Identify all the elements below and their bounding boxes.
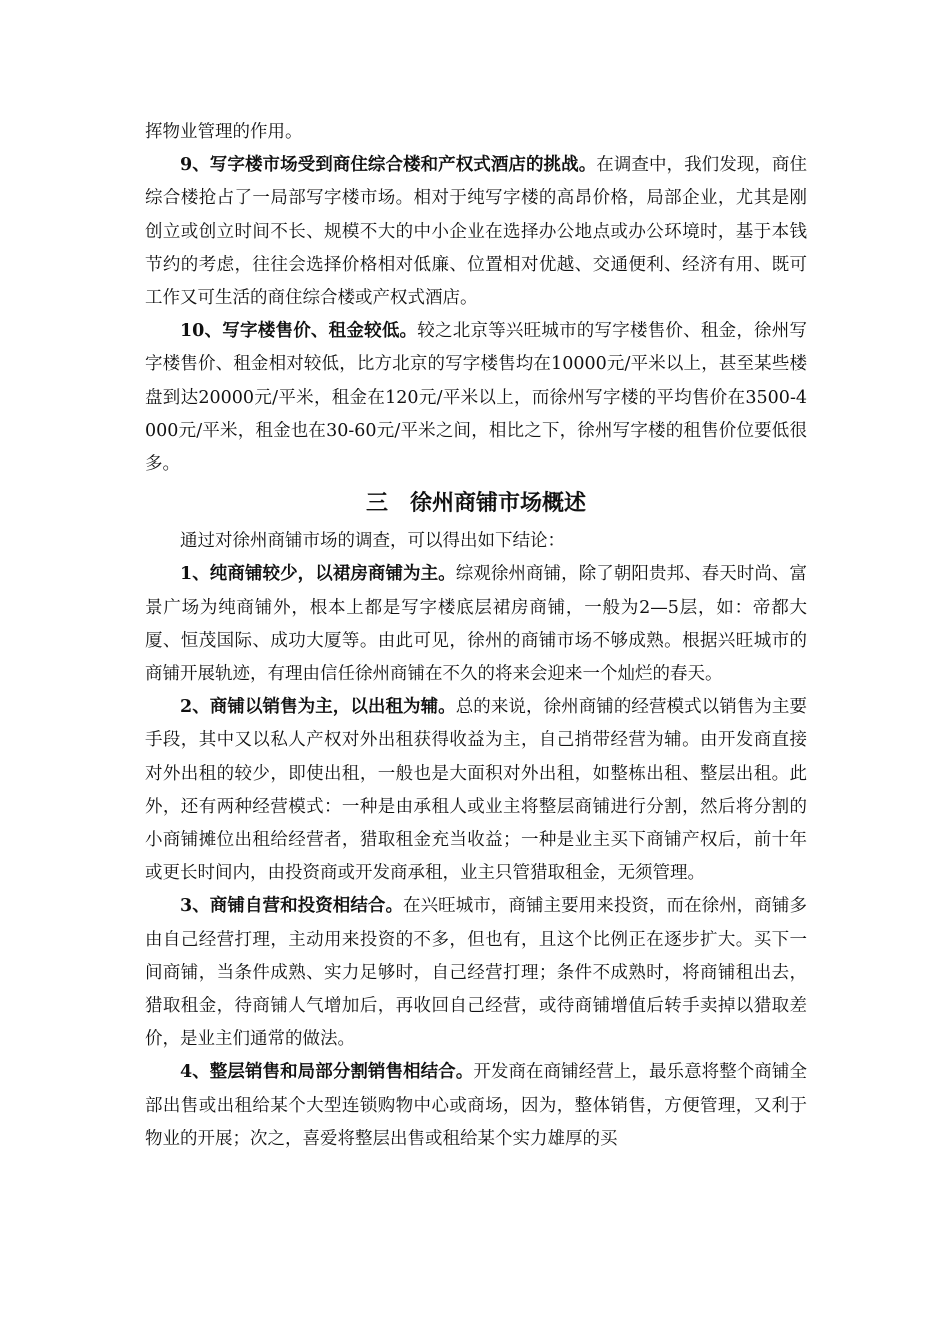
paragraph-body: 综观徐州商铺，除了朝阳贵邦、春天时尚、富景广场为纯商铺外，根本上都是写字楼底层裙房商铺，一般为2—5层，如：帝都大厦、恒茂国际、成功大厦等。由此可见，徐州的商铺市场不够成熟。根据兴旺城市的商铺开展轨迹，有理由信任徐州商铺在不久的将来会迎来一个灿烂的春天。 (145, 564, 807, 685)
paragraph-lead: 2、商铺以销售为主，以出租为辅。 (180, 697, 456, 718)
paragraph-shop-point-3 (145, 890, 807, 1056)
section-title: 徐州商铺市场概述 (410, 491, 587, 517)
paragraph-lead: 1、纯商铺较少，以裙房商铺为主。 (180, 564, 456, 585)
paragraph-point-10 (145, 315, 807, 481)
paragraph-shop-point-1 (145, 558, 807, 691)
paragraph-section-intro (145, 525, 807, 558)
paragraph-lead: 4、整层销售和局部分割销售相结合。 (180, 1062, 474, 1083)
paragraph-body: 在调查中，我们发现，商住综合楼抢占了一局部写字楼市场。相对于纯写字楼的高昂价格，局部企业，尤其是刚创立或创立时间不长、规模不大的中小企业在选择办公地点或办公环境时，基于本钱节约的考虑，往往会选择价格相对低廉、位置相对优越、交通便利、经济有用、既可工作又可生活的商住综合楼或产权式酒店。 (145, 155, 807, 309)
paragraph-lead: 10、写字楼售价、租金较低。 (180, 321, 418, 342)
paragraph-lead: 3、商铺自营和投资相结合。 (180, 896, 404, 917)
paragraph-point-9 (145, 149, 807, 315)
section-number: 三 (365, 491, 388, 517)
paragraph-lead: 9、写字楼市场受到商住综合楼和产权式酒店的挑战。 (180, 155, 597, 176)
paragraph-shop-point-2 (145, 691, 807, 890)
paragraph-shop-point-4 (145, 1056, 807, 1156)
paragraph-intro-tail (145, 116, 807, 149)
paragraph-body: 总的来说，徐州商铺的经营模式以销售为主要手段，其中又以私人产权对外出租获得收益为主，自己捎带经营为辅。由开发商直接对外出租的较少，即使出租，一般也是大面积对外出租，如整栋出租、整层出租。此外，还有两种经营模式：一种是由承租人或业主将整层商铺进行分割，然后将分割的小商铺摊位出租给经营者，猎取租金充当收益；一种是业主买下商铺产权后，前十年或更长时间内，由投资商或开发商承租，业主只管猎取租金，无须管理。 (145, 697, 807, 884)
paragraph-body: 在兴旺城市，商铺主要用来投资，而在徐州，商铺多由自己经营打理，主动用来投资的不多，但也有，且这个比例正在逐步扩大。买下一间商铺，当条件成熟、实力足够时，自己经营打理；条件不成熟时，将商铺租出去，猎取租金，待商铺人气增加后，再收回自己经营，或待商铺增值后转手卖掉以猎取差价，是业主们通常的做法。 (145, 896, 807, 1050)
paragraph-body: 通过对徐州商铺市场的调查，可以得出如下结论： (180, 531, 565, 552)
section-heading (145, 489, 807, 519)
document-page (145, 116, 807, 1156)
paragraph-body: 较之北京等兴旺城市的写字楼售价、租金，徐州写字楼售价、租金相对较低，比方北京的写字楼售均在10000元/平米以上，甚至某些楼盘到达20000元/平米，租金在120元/平米以上，而徐州写字楼的平均售价在3500-4000元/平米，租金也在30-60元/平米之间，相比之下，徐州写字楼的租售价位要低很多。 (145, 321, 807, 475)
paragraph-body: 挥物业管理的作用。 (145, 122, 303, 142)
paragraph-body: 开发商在商铺经营上，最乐意将整个商铺全部出售或出租给某个大型连锁购物中心或商场，因为，整体销售，方便管理，又利于物业的开展；次之，喜爱将整层出售或租给某个实力雄厚的买 (145, 1062, 808, 1149)
